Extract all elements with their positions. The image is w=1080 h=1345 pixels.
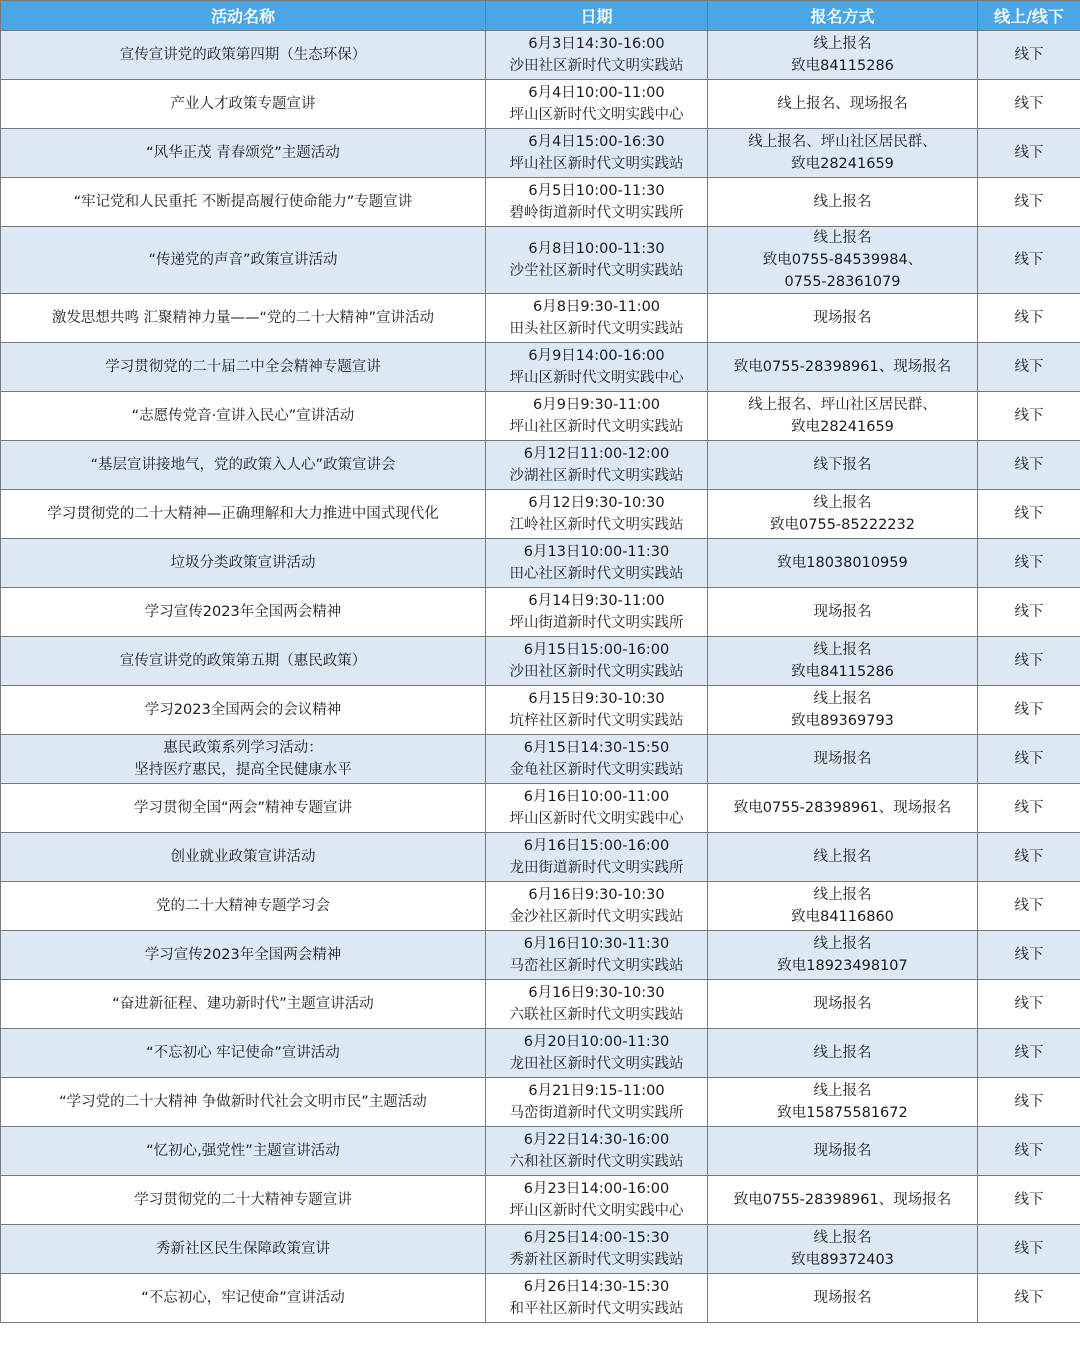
signup-method-line: 致电15875581672 <box>777 1105 908 1121</box>
signup-method-line: 线上报名 <box>813 230 872 246</box>
signup-method-line: 线上报名 <box>813 936 872 952</box>
activity-name-cell <box>1 294 486 343</box>
signup-method-line: 线上报名 <box>813 495 872 511</box>
activity-name-line: “学习党的二十大精神 争做新时代社会文明市民”主题活动 <box>59 1094 427 1110</box>
date-cell <box>486 637 708 686</box>
table-row <box>1 784 1080 833</box>
date-line: 坪山区新时代文明实践中心 <box>509 107 684 123</box>
mode-cell: 线下 <box>978 31 1080 80</box>
mode-cell: 线下 <box>978 1176 1080 1225</box>
activity-name-line: 垃圾分类政策宣讲活动 <box>170 555 316 571</box>
date-line: 坑梓社区新时代文明实践站 <box>509 713 684 729</box>
activity-name-cell <box>1 735 486 784</box>
signup-method-line: 致电84115286 <box>791 58 894 74</box>
table-row <box>1 1225 1080 1274</box>
date-cell <box>486 31 708 80</box>
date-line: 6月12日11:00-12:00 <box>523 446 670 462</box>
signup-method-line: 现场报名 <box>813 310 872 326</box>
date-line: 6月16日10:30-11:30 <box>523 936 670 952</box>
date-cell <box>486 343 708 392</box>
date-line: 和平社区新时代文明实践站 <box>509 1301 684 1317</box>
date-cell <box>486 80 708 129</box>
mode-cell: 线下 <box>978 1225 1080 1274</box>
mode-cell: 线下 <box>978 1127 1080 1176</box>
mode-cell: 线下 <box>978 294 1080 343</box>
date-line: 6月21日9:15-11:00 <box>528 1083 665 1099</box>
date-cell <box>486 178 708 227</box>
activity-name-cell <box>1 392 486 441</box>
activity-name-cell <box>1 129 486 178</box>
date-line: 6月15日15:00-16:00 <box>523 642 670 658</box>
activity-name-cell <box>1 1127 486 1176</box>
signup-method-cell <box>708 441 978 490</box>
activity-name-cell <box>1 686 486 735</box>
date-cell <box>486 833 708 882</box>
mode-cell: 线下 <box>978 980 1080 1029</box>
date-line: 坪山区新时代文明实践中心 <box>509 811 684 827</box>
header-date: 日期 <box>486 1 708 31</box>
signup-method-cell <box>708 294 978 343</box>
header-row <box>1 1 1080 31</box>
signup-method-line: 线上报名、坪山社区居民群、 <box>748 134 937 150</box>
signup-method-cell <box>708 1029 978 1078</box>
date-line: 马峦街道新时代文明实践所 <box>509 1105 684 1121</box>
activity-name-cell <box>1 539 486 588</box>
date-line: 6月25日14:00-15:30 <box>523 1230 670 1246</box>
signup-method-line: 线上报名 <box>813 36 872 52</box>
date-cell <box>486 1274 708 1323</box>
activity-name-cell <box>1 178 486 227</box>
date-line: 田心社区新时代文明实践站 <box>509 566 684 582</box>
date-line: 6月4日10:00-11:00 <box>528 85 665 101</box>
signup-method-cell <box>708 31 978 80</box>
table-row <box>1 31 1080 80</box>
activity-name-line: 学习贯彻党的二十届二中全会精神专题宣讲 <box>105 359 381 375</box>
date-line: 江岭社区新时代文明实践站 <box>509 517 684 533</box>
signup-method-cell <box>708 735 978 784</box>
date-line: 6月8日9:30-11:00 <box>532 299 661 315</box>
mode-cell: 线下 <box>978 588 1080 637</box>
header-online-offline: 线上/线下 <box>978 1 1080 31</box>
table-row <box>1 227 1080 294</box>
signup-method-cell <box>708 686 978 735</box>
signup-method-line: 现场报名 <box>813 604 872 620</box>
signup-method-cell <box>708 1127 978 1176</box>
activity-name-cell <box>1 1176 486 1225</box>
mode-cell: 线下 <box>978 686 1080 735</box>
signup-method-line: 致电84116860 <box>791 909 894 925</box>
date-cell <box>486 294 708 343</box>
signup-method-line: 线下报名 <box>813 457 872 473</box>
table-row <box>1 735 1080 784</box>
activity-name-line: 学习宣传2023年全国两会精神 <box>144 947 342 963</box>
date-line: 坪山街道新时代文明实践所 <box>509 615 684 631</box>
mode-cell: 线下 <box>978 129 1080 178</box>
date-cell <box>486 1078 708 1127</box>
activity-name-line: 学习贯彻党的二十大精神专题宣讲 <box>134 1192 352 1208</box>
signup-method-line: 现场报名 <box>813 1290 872 1306</box>
activity-name-cell <box>1 637 486 686</box>
signup-method-cell <box>708 784 978 833</box>
signup-method-cell <box>708 1176 978 1225</box>
date-line: 秀新社区新时代文明实践站 <box>509 1252 684 1268</box>
date-cell <box>486 129 708 178</box>
date-line: 6月12日9:30-10:30 <box>528 495 665 511</box>
mode-cell: 线下 <box>978 227 1080 294</box>
signup-method-line: 致电18923498107 <box>777 958 908 974</box>
date-cell <box>486 490 708 539</box>
mode-cell: 线下 <box>978 1078 1080 1127</box>
date-cell <box>486 1029 708 1078</box>
mode-cell: 线下 <box>978 539 1080 588</box>
table-row <box>1 539 1080 588</box>
signup-method-cell <box>708 980 978 1029</box>
date-line: 坪山社区新时代文明实践站 <box>509 156 684 172</box>
activity-name-line: 学习2023全国两会的会议精神 <box>144 702 342 718</box>
date-line: 6月16日9:30-10:30 <box>528 887 665 903</box>
date-line: 6月16日9:30-10:30 <box>528 985 665 1001</box>
signup-method-line: 致电28241659 <box>791 156 894 172</box>
date-line: 沙坣社区新时代文明实践站 <box>509 263 684 279</box>
table-row <box>1 178 1080 227</box>
table-row <box>1 1078 1080 1127</box>
date-cell <box>486 441 708 490</box>
table-row <box>1 882 1080 931</box>
date-line: 金沙社区新时代文明实践站 <box>509 909 684 925</box>
table-row <box>1 931 1080 980</box>
activity-name-line: “风华正茂 青春颂党”主题活动 <box>146 145 340 161</box>
table-row <box>1 343 1080 392</box>
signup-method-cell <box>708 637 978 686</box>
mode-cell: 线下 <box>978 833 1080 882</box>
mode-cell: 线下 <box>978 1274 1080 1323</box>
signup-method-line: 线上报名 <box>813 642 872 658</box>
date-cell <box>486 588 708 637</box>
table-row <box>1 294 1080 343</box>
date-line: 金龟社区新时代文明实践站 <box>509 762 684 778</box>
mode-cell: 线下 <box>978 392 1080 441</box>
date-line: 6月3日14:30-16:00 <box>528 36 665 52</box>
date-line: 6月16日10:00-11:00 <box>523 789 670 805</box>
date-cell <box>486 882 708 931</box>
date-cell <box>486 735 708 784</box>
table-row <box>1 1176 1080 1225</box>
activity-name-cell <box>1 80 486 129</box>
date-line: 龙田街道新时代文明实践所 <box>509 860 684 876</box>
signup-method-line: 线上报名、坪山社区居民群、 <box>748 397 937 413</box>
date-cell <box>486 1225 708 1274</box>
activity-name-line: 学习宣传2023年全国两会精神 <box>144 604 342 620</box>
mode-cell: 线下 <box>978 784 1080 833</box>
activity-name-cell <box>1 490 486 539</box>
signup-method-cell <box>708 392 978 441</box>
activity-name-line: “志愿传党音·宣讲入民心”宣讲活动 <box>131 408 355 424</box>
signup-method-cell <box>708 833 978 882</box>
table-row <box>1 490 1080 539</box>
activity-name-cell <box>1 441 486 490</box>
date-line: 田头社区新时代文明实践站 <box>509 321 684 337</box>
signup-method-line: 致电0755-28398961、现场报名 <box>733 1192 952 1208</box>
date-line: 6月15日9:30-10:30 <box>528 691 665 707</box>
signup-method-line: 致电84115286 <box>791 664 894 680</box>
signup-method-line: 致电0755-85222232 <box>770 517 915 533</box>
mode-cell: 线下 <box>978 1029 1080 1078</box>
date-line: 沙湖社区新时代文明实践站 <box>509 468 684 484</box>
signup-method-line: 线上报名 <box>813 691 872 707</box>
activity-name-line: 党的二十大精神专题学习会 <box>156 898 330 914</box>
signup-method-line: 线上报名 <box>813 194 872 210</box>
signup-method-cell <box>708 343 978 392</box>
table-row <box>1 833 1080 882</box>
activity-name-line: 激发思想共鸣 汇聚精神力量——“党的二十大精神”宣讲活动 <box>51 310 435 326</box>
table-row <box>1 686 1080 735</box>
activity-name-line: 秀新社区民生保障政策宣讲 <box>156 1241 330 1257</box>
date-line: 6月8日10:00-11:30 <box>528 241 665 257</box>
date-line: 6月23日14:00-16:00 <box>523 1181 670 1197</box>
date-cell <box>486 980 708 1029</box>
signup-method-line: 致电0755-28398961、现场报名 <box>733 359 952 375</box>
date-cell <box>486 392 708 441</box>
activity-name-line: 坚持医疗惠民，提高全民健康水平 <box>134 762 352 778</box>
date-line: 6月5日10:00-11:30 <box>528 183 665 199</box>
activity-name-cell <box>1 1078 486 1127</box>
date-line: 6月4日15:00-16:30 <box>528 134 665 150</box>
activity-name-cell <box>1 931 486 980</box>
activity-name-cell <box>1 1274 486 1323</box>
activity-name-cell <box>1 588 486 637</box>
date-line: 坪山区新时代文明实践中心 <box>509 1203 684 1219</box>
activity-name-line: 创业就业政策宣讲活动 <box>170 849 316 865</box>
activity-name-line: “忆初心,强党性”主题宣讲活动 <box>146 1143 340 1159</box>
activity-name-cell <box>1 1225 486 1274</box>
date-line: 6月16日15:00-16:00 <box>523 838 670 854</box>
mode-cell: 线下 <box>978 343 1080 392</box>
signup-method-line: 致电89369793 <box>791 713 894 729</box>
signup-method-line: 致电18038010959 <box>777 555 908 571</box>
signup-method-line: 致电0755-84539984、 <box>762 252 923 268</box>
table-row <box>1 588 1080 637</box>
date-line: 坪山区新时代文明实践中心 <box>509 370 684 386</box>
signup-method-cell <box>708 80 978 129</box>
mode-cell: 线下 <box>978 441 1080 490</box>
signup-method-line: 线上报名 <box>813 1045 872 1061</box>
activity-name-cell <box>1 882 486 931</box>
activity-name-cell <box>1 31 486 80</box>
date-line: 坪山社区新时代文明实践站 <box>509 419 684 435</box>
activity-name-cell <box>1 833 486 882</box>
date-line: 碧岭街道新时代文明实践所 <box>509 205 684 221</box>
header-signup-method: 报名方式 <box>708 1 978 31</box>
date-cell <box>486 227 708 294</box>
mode-cell: 线下 <box>978 735 1080 784</box>
date-line: 沙田社区新时代文明实践站 <box>509 58 684 74</box>
activity-name-cell <box>1 980 486 1029</box>
signup-method-line: 现场报名 <box>813 996 872 1012</box>
signup-method-cell <box>708 882 978 931</box>
date-cell <box>486 1127 708 1176</box>
date-line: 6月9日9:30-11:00 <box>532 397 661 413</box>
signup-method-line: 致电0755-28398961、现场报名 <box>733 800 952 816</box>
date-cell <box>486 686 708 735</box>
signup-method-line: 致电89372403 <box>791 1252 894 1268</box>
signup-method-line: 现场报名 <box>813 1143 872 1159</box>
date-line: 6月22日14:30-16:00 <box>523 1132 670 1148</box>
mode-cell: 线下 <box>978 80 1080 129</box>
table-row <box>1 1274 1080 1323</box>
signup-method-line: 线上报名 <box>813 1230 872 1246</box>
signup-method-cell <box>708 1078 978 1127</box>
table-row <box>1 441 1080 490</box>
date-cell <box>486 931 708 980</box>
activity-name-line: “传递党的声音”政策宣讲活动 <box>148 252 338 268</box>
date-cell <box>486 1176 708 1225</box>
activity-name-line: “不忘初心，牢记使命”宣讲活动 <box>141 1290 345 1306</box>
activity-name-line: “基层宣讲接地气，党的政策入人心”政策宣讲会 <box>90 457 396 473</box>
table-row <box>1 1029 1080 1078</box>
date-line: 6月9日14:00-16:00 <box>528 348 665 364</box>
activity-name-line: 学习贯彻党的二十大精神—正确理解和大力推进中国式现代化 <box>47 506 439 522</box>
date-line: 6月14日9:30-11:00 <box>528 593 665 609</box>
date-cell <box>486 539 708 588</box>
signup-method-cell <box>708 931 978 980</box>
date-line: 6月20日10:00-11:30 <box>523 1034 670 1050</box>
activity-name-line: 产业人才政策专题宣讲 <box>170 96 316 112</box>
table-row <box>1 129 1080 178</box>
date-line: 六联社区新时代文明实践站 <box>509 1007 684 1023</box>
activity-name-line: “不忘初心 牢记使命”宣讲活动 <box>146 1045 340 1061</box>
signup-method-cell <box>708 539 978 588</box>
header-activity-name: 活动名称 <box>1 1 486 31</box>
activity-name-line: “奋进新征程、建功新时代”主题宣讲活动 <box>112 996 374 1012</box>
signup-method-line: 线上报名、现场报名 <box>777 96 908 112</box>
signup-method-line: 线上报名 <box>813 887 872 903</box>
table-row <box>1 80 1080 129</box>
activity-name-line: 学习贯彻全国“两会”精神专题宣讲 <box>133 800 353 816</box>
activity-name-line: 宣传宣讲党的政策第五期（惠民政策） <box>119 653 367 669</box>
signup-method-line: 0755-28361079 <box>784 274 901 290</box>
signup-method-cell <box>708 178 978 227</box>
activity-name-line: “牢记党和人民重托 不断提高履行使命能力”专题宣讲 <box>73 194 413 210</box>
signup-method-line: 现场报名 <box>813 751 872 767</box>
table-row <box>1 392 1080 441</box>
mode-cell: 线下 <box>978 178 1080 227</box>
date-line: 六和社区新时代文明实践站 <box>509 1154 684 1170</box>
signup-method-line: 线上报名 <box>813 1083 872 1099</box>
activity-name-line: 宣传宣讲党的政策第四期（生态环保） <box>119 47 367 63</box>
table-row <box>1 637 1080 686</box>
table-body <box>1 31 1080 1323</box>
date-line: 马峦社区新时代文明实践站 <box>509 958 684 974</box>
signup-method-cell <box>708 129 978 178</box>
activity-name-cell <box>1 1029 486 1078</box>
date-line: 6月26日14:30-15:30 <box>523 1279 670 1295</box>
activity-name-line: 惠民政策系列学习活动： <box>163 740 323 756</box>
date-line: 龙田社区新时代文明实践站 <box>509 1056 684 1072</box>
activity-name-cell <box>1 227 486 294</box>
signup-method-cell <box>708 1274 978 1323</box>
mode-cell: 线下 <box>978 490 1080 539</box>
mode-cell: 线下 <box>978 882 1080 931</box>
signup-method-line: 线上报名 <box>813 849 872 865</box>
date-cell <box>486 784 708 833</box>
signup-method-line: 致电28241659 <box>791 419 894 435</box>
signup-method-cell <box>708 1225 978 1274</box>
table-row <box>1 1127 1080 1176</box>
signup-method-cell <box>708 588 978 637</box>
signup-method-cell <box>708 490 978 539</box>
date-line: 6月15日14:30-15:50 <box>523 740 670 756</box>
signup-method-cell <box>708 227 978 294</box>
table-row <box>1 980 1080 1029</box>
mode-cell: 线下 <box>978 931 1080 980</box>
activity-name-cell <box>1 784 486 833</box>
date-line: 6月13日10:00-11:30 <box>523 544 670 560</box>
mode-cell: 线下 <box>978 637 1080 686</box>
date-line: 沙田社区新时代文明实践站 <box>509 664 684 680</box>
activity-name-cell <box>1 343 486 392</box>
